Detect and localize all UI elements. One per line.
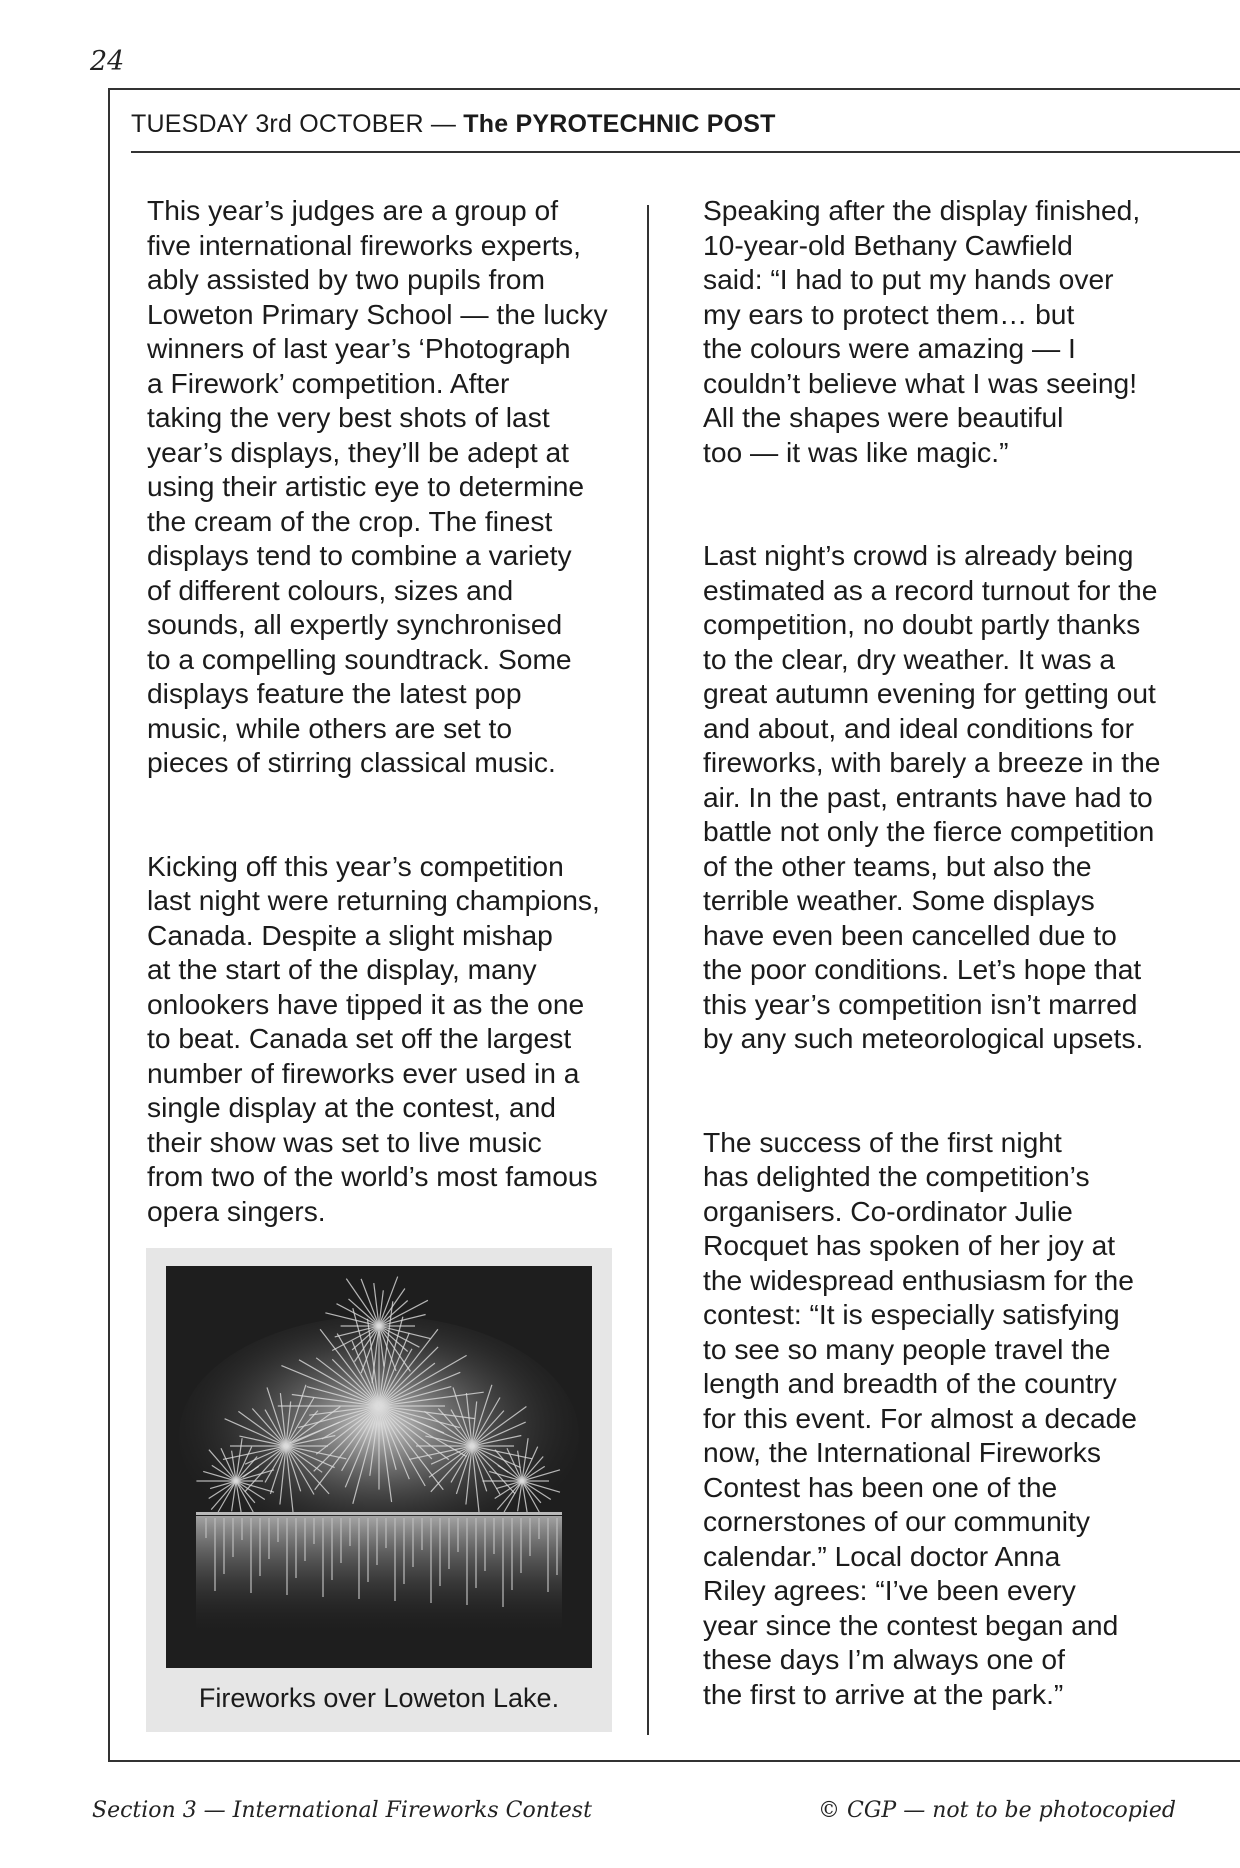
photo-figure (146, 1248, 612, 1732)
page-number: 24 (90, 46, 125, 77)
newspaper-masthead (131, 110, 776, 139)
footer-copyright: © CGP — not to be photocopied (818, 1798, 1176, 1823)
masthead-rule (131, 151, 1240, 153)
right-paragraph-2: Last night’s crowd is already being estimated as a record turnout for the competition, no doubt partly thanks to the clear, dry weather. It was a great autumn evening for getting out and about, and ideal conditions for fireworks, with barely a breeze in the air. In the past, entrants have had to battle not only the fierce competition of the other teams, but also the terrible weather. Some displays have even been cancelled due to the poor conditions. Let’s hope that this year’s competition isn’t marred by any such meteorological upsets. (703, 539, 1161, 1054)
right-paragraph-1: Speaking after the display finished, 10-year-old Bethany Cawfield said: “I had to put my hands over my ears to protect them… but the colours were amazing — I couldn’t believe what I was seeing! All the shapes were beautiful too — it was like magic.” (703, 194, 1141, 468)
right-paragraph-3: The success of the first night has delighted the competition’s organisers. Co-ordinator Julie Rocquet has spoken of her joy at the widespread enthusiasm for the contest: “It is especially satisfying to see so many people travel the length and breadth of the country for this event. For almost a decade now, the International Fireworks Contest has been one of the cornerstones of our community calendar.” Local doctor Anna Riley agrees: “I’ve been every year since the contest began and these days I’m always one of the first to arrive at the park.” (703, 1125, 1137, 1710)
column-divider (647, 205, 649, 1735)
masthead-date: TUESDAY 3rd OCTOBER — (131, 110, 464, 138)
masthead-title: The PYROTECHNIC POST (463, 110, 776, 138)
fireworks-photo (166, 1266, 592, 1668)
right-column (703, 193, 1223, 1711)
left-column (147, 193, 627, 1228)
left-paragraph-2: Kicking off this year’s competition last night were returning champions, Canada. Despite a slight mishap at the start of the display, many onlookers have tipped it as the one to beat. Canada set off the largest number of fireworks ever used in a single display at the contest, and their show was set to live music from two of the world’s most famous opera singers. (147, 849, 600, 1227)
photo-caption: Fireworks over Loweton Lake. (198, 1683, 560, 1713)
footer-section: Section 3 — International Fireworks Contest (92, 1798, 592, 1823)
left-paragraph-1: This year’s judges are a group of five international fireworks experts, ably assisted by two pupils from Loweton Primary School — the lucky winners of last year’s ‘Photograph a Firework’ competition. After taking the very best shots of last year’s displays, they’ll be adept at using their artistic eye to determine the cream of the crop. The finest displays tend to combine a variety of different colours, sizes and sounds, all expertly synchronised to a compelling soundtrack. Some displays feature the latest pop music, while others are set to pieces of stirring classical music. (147, 194, 608, 778)
fireworks-illustration (166, 1266, 592, 1668)
